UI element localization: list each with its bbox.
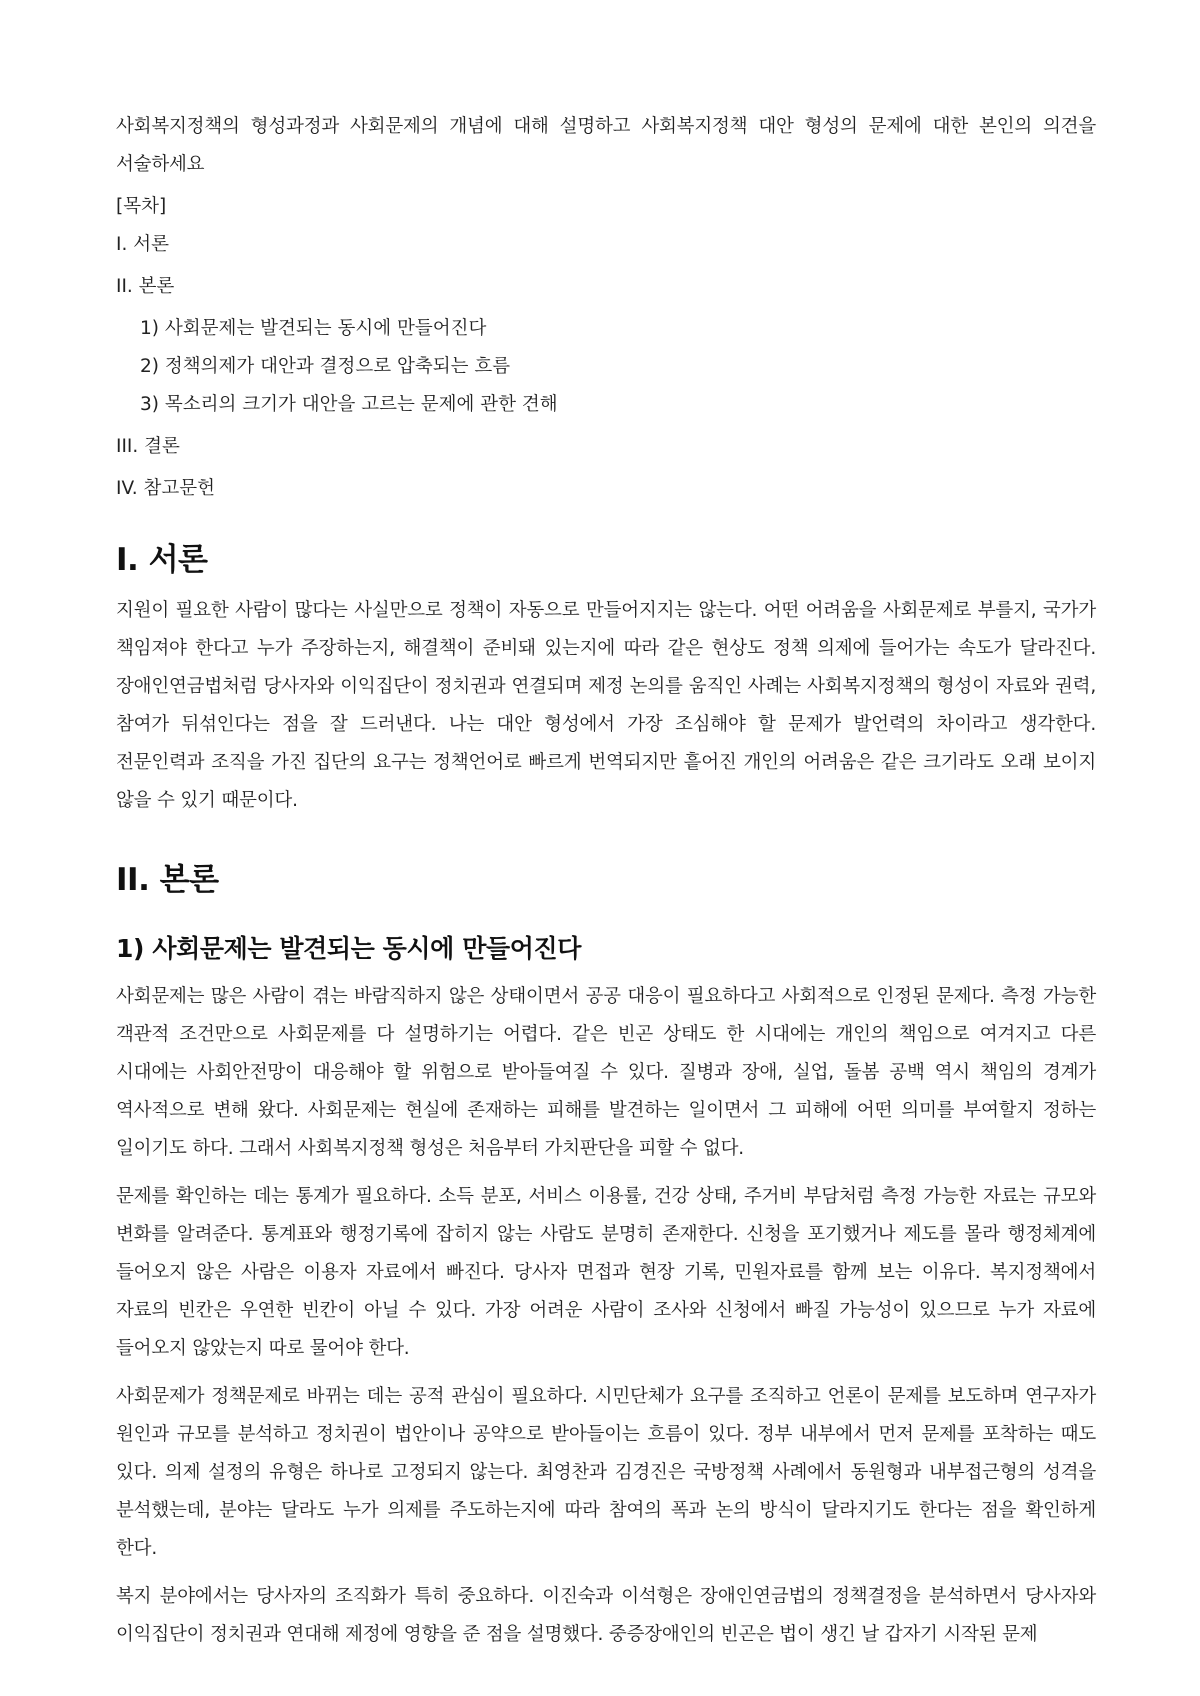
toc-list bbox=[116, 226, 1096, 508]
section-heading-intro: I. 서론 bbox=[116, 542, 208, 578]
intro-paragraph: 지원이 필요한 사람이 많다는 사실만으로 정책이 자동으로 만들어지지는 않는다. 어떤 어려움을 사회문제로 부를지, 국가가 책임져야 한다고 누가 주장하는지, 해결책이 준비돼 있는지에 따라 같은 현상도 정책 의제에 들어가는 속도가 달라진다. 장애인연금법처럼 당사자와 이익집단이 정치권과 연결되며 제정 논의를 움직인 사례는 사회복지정책의 형성이 자료와 권력, 참여가 뒤섞인다는 점을 잘 드러낸다. 나는 대안 형성에서 가장 조심해야 할 문제가 발언력의 차이라고 생각한다. 전문인력과 조직을 가진 집단의 요구는 정책언어로 빠르게 번역되지만 흩어진 개인의 어려움은 같은 크기라도 오래 보이지 않을 수 있기 때문이다. bbox=[116, 600, 1096, 811]
essay-question: 사회복지정책의 형성과정과 사회문제의 개념에 대해 설명하고 사회복지정책 대안 형성의 문제에 대한 본인의 의견을 서술하세요 bbox=[116, 116, 1096, 175]
subsection-heading-1: 1) 사회문제는 발견되는 동시에 만들어진다 bbox=[116, 934, 581, 963]
body-paragraph: 사회문제는 많은 사람이 겪는 바람직하지 않은 상태이면서 공공 대응이 필요하다고 사회적으로 인정된 문제다. 측정 가능한 객관적 조건만으로 사회문제를 다 설명하기는 어렵다. 같은 빈곤 상태도 한 시대에는 개인의 책임으로 여겨지고 다른 시대에는 사회안전망이 대응해야 할 위험으로 받아들여질 수 있다. 질병과 장애, 실업, 돌봄 공백 역시 책임의 경계가 역사적으로 변해 왔다. 사회문제는 현실에 존재하는 피해를 발견하는 일이면서 그 피해에 어떤 의미를 부여할지 정하는 일이기도 하다. 그래서 사회복지정책 형성은 처음부터 가치판단을 피할 수 없다. bbox=[116, 986, 1097, 1159]
body-paragraph: 사회문제가 정책문제로 바뀌는 데는 공적 관심이 필요하다. 시민단체가 요구를 조직하고 언론이 문제를 보도하며 연구자가 원인과 규모를 분석하고 정치권이 법안이나 공약으로 받아들이는 흐름이 있다. 정부 내부에서 먼저 문제를 포착하는 때도 있다. 의제 설정의 유형은 하나로 고정되지 않는다. 최영찬과 김경진은 국방정책 사례에서 동원형과 내부접근형의 성격을 분석했는데, 분야는 달라도 누가 의제를 주도하는지에 따라 참여의 폭과 논의 방식이 달라지기도 한다는 점을 확인하게 한다. bbox=[116, 1386, 1097, 1559]
toc-item-references: IV. 참고문헌 bbox=[116, 478, 215, 499]
toc-subitem-3: 3) 목소리의 크기가 대안을 고르는 문제에 관한 견해 bbox=[140, 394, 558, 415]
toc-item-conclusion: III. 결론 bbox=[116, 436, 180, 457]
toc-subitem-1: 1) 사회문제는 발견되는 동시에 만들어진다 bbox=[140, 318, 487, 339]
table-of-contents bbox=[116, 188, 1096, 508]
body-paragraph: 문제를 확인하는 데는 통계가 필요하다. 소득 분포, 서비스 이용률, 건강 상태, 주거비 부담처럼 측정 가능한 자료는 규모와 변화를 알려준다. 통계표와 행정기록에 잡히지 않는 사람도 분명히 존재한다. 신청을 포기했거나 제도를 몰라 행정체계에 들어오지 않은 사람은 이용자 자료에서 빠진다. 당사자 면접과 현장 기록, 민원자료를 함께 보는 이유다. 복지정책에서 자료의 빈칸은 우연한 빈칸이 아닐 수 있다. 가장 어려운 사람이 조사와 신청에서 빠질 가능성이 있으므로 누가 자료에 들어오지 않았는지 따로 물어야 한다. bbox=[116, 1186, 1096, 1359]
toc-subitem-2: 2) 정책의제가 대안과 결정으로 압축되는 흐름 bbox=[140, 356, 511, 377]
toc-item-intro: I. 서론 bbox=[116, 234, 169, 255]
section-heading-body: II. 본론 bbox=[116, 862, 219, 898]
body-paragraph: 복지 분야에서는 당사자의 조직화가 특히 중요하다. 이진숙과 이석형은 장애인연금법의 정책결정을 분석하면서 당사자와 이익집단이 정치권과 연대해 제정에 영향을 준 점을 설명했다. 중증장애인의 빈곤은 법이 생긴 날 갑자기 시작된 문제 bbox=[116, 1586, 1096, 1645]
toc-label: [목차] bbox=[116, 196, 167, 217]
toc-item-body: II. 본론 bbox=[116, 276, 175, 297]
